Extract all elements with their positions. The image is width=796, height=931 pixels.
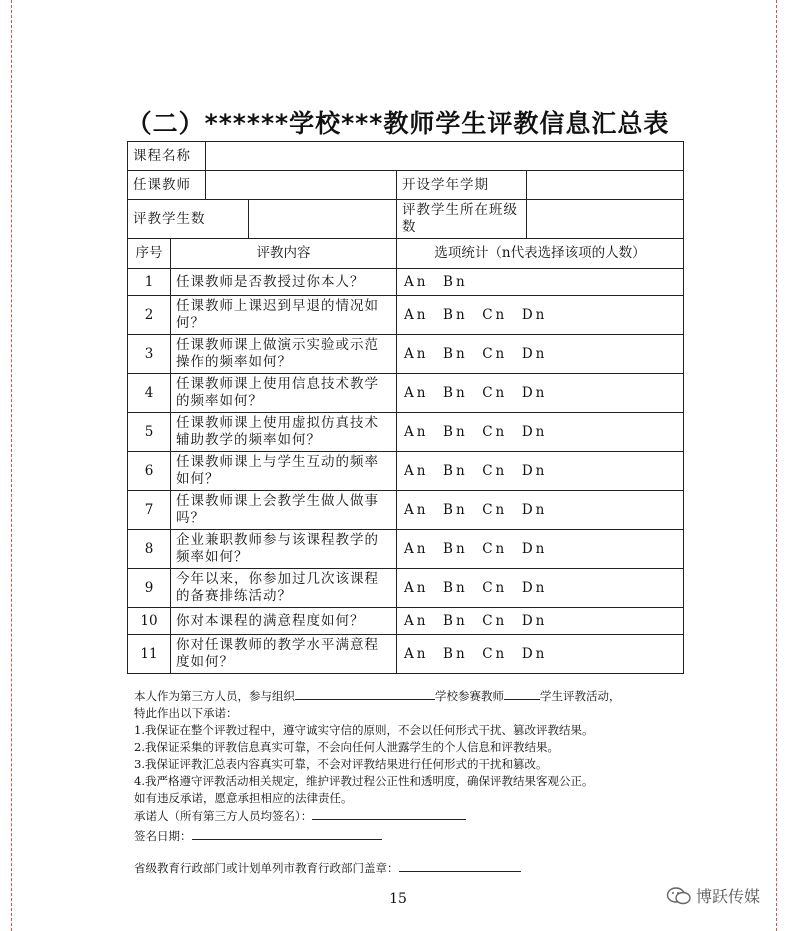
question-text: 任课教师课上使用虚拟仿真技术辅助教学的频率如何？ <box>171 413 397 452</box>
evaluation-summary-table <box>127 141 684 674</box>
question-text: 你对本课程的满意程度如何？ <box>171 608 397 635</box>
course-name-label: 课程名称 <box>128 142 206 171</box>
row-number: 4 <box>128 374 171 413</box>
table-row <box>128 608 684 635</box>
table-row <box>128 335 684 374</box>
pledge-item: 2.我保证采集的评教信息真实可靠，不会向任何人泄露学生的个人信息和评教结果。 <box>134 740 559 754</box>
stamp-label: 省级教育行政部门或计划单列市教育行政部门盖章： <box>134 861 399 875</box>
table-row <box>128 530 684 569</box>
organizer-blank[interactable] <box>295 687 435 700</box>
table-row <box>128 569 684 608</box>
student-class-label: 评教学生所在班级数 <box>397 200 527 239</box>
question-text: 任课教师上课迟到早退的情况如何？ <box>171 296 397 335</box>
signer-label: 承诺人（所有第三方人员均签名）： <box>134 809 313 823</box>
row-number: 11 <box>128 635 171 674</box>
teacher-blank[interactable] <box>504 687 540 700</box>
row-number: 7 <box>128 491 171 530</box>
question-text: 任课教师课上使用信息技术教学的频率如何？ <box>171 374 397 413</box>
page-number: 15 <box>389 891 407 907</box>
watermark <box>666 884 760 907</box>
table-row <box>128 296 684 335</box>
signer-blank[interactable] <box>312 807 466 820</box>
row-number: 6 <box>128 452 171 491</box>
option-stats[interactable]: An Bn Cn Dn <box>397 335 684 374</box>
row-number: 3 <box>128 335 171 374</box>
semester-label: 开设学年学期 <box>397 171 527 200</box>
student-count-label: 评教学生数 <box>128 200 249 239</box>
pledge-intro-c: 学生评教活动， <box>540 689 621 703</box>
row-number: 1 <box>128 269 171 296</box>
watermark-text: 博跃传媒 <box>696 887 761 906</box>
option-stats[interactable]: An Bn Cn Dn <box>397 374 684 413</box>
question-text: 今年以来，你参加过几次该课程的备赛排练活动？ <box>171 569 397 608</box>
row-number: 5 <box>128 413 171 452</box>
row-number: 8 <box>128 530 171 569</box>
question-text: 任课教师课上与学生互动的频率如何？ <box>171 452 397 491</box>
stamp-blank[interactable] <box>399 859 521 872</box>
question-text: 任课教师课上会教学生做人做事吗？ <box>171 491 397 530</box>
student-count-value[interactable] <box>249 200 397 239</box>
student-class-value[interactable] <box>527 200 684 239</box>
teacher-value[interactable] <box>206 171 397 200</box>
sign-date-blank[interactable] <box>192 827 382 840</box>
pledge-intro-b: 学校参赛教师 <box>435 689 504 703</box>
header-stats: 选项统计（n代表选择该项的人数） <box>397 239 684 269</box>
option-stats[interactable]: An Bn Cn Dn <box>397 452 684 491</box>
option-stats[interactable]: An Bn Cn Dn <box>397 530 684 569</box>
header-content: 评教内容 <box>171 239 397 269</box>
option-stats[interactable]: An Bn Cn Dn <box>397 296 684 335</box>
table-row <box>128 635 684 674</box>
table-row <box>128 269 684 296</box>
semester-value[interactable] <box>527 171 684 200</box>
question-text: 你对任课教师的教学水平满意程度如何？ <box>171 635 397 674</box>
row-number: 2 <box>128 296 171 335</box>
question-text: 任课教师是否教授过你本人？ <box>171 269 397 296</box>
pledge-item: 3.我保证评教汇总表内容真实可靠，不会对评教结果进行任何形式的干扰和篡改。 <box>134 757 548 771</box>
question-text: 任课教师课上做演示实验或示范操作的频率如何？ <box>171 335 397 374</box>
pledge-intro-a: 本人作为第三方人员，参与组织 <box>134 689 295 703</box>
pledge-intro-2: 特此作出以下承诺： <box>134 706 238 720</box>
table-row <box>128 452 684 491</box>
option-stats[interactable]: An Bn <box>397 269 684 296</box>
row-number: 10 <box>128 608 171 635</box>
teacher-label: 任课教师 <box>128 171 206 200</box>
pledge-section <box>134 687 694 877</box>
sign-date-label: 签名日期： <box>134 829 192 843</box>
question-text: 企业兼职教师参与该课程教学的频率如何？ <box>171 530 397 569</box>
row-number: 9 <box>128 569 171 608</box>
table-row <box>128 374 684 413</box>
table-row <box>128 413 684 452</box>
course-name-value[interactable] <box>206 142 684 171</box>
wechat-icon <box>666 886 692 906</box>
pledge-item: 1.我保证在整个评教过程中，遵守诚实守信的原则，不会以任何形式干扰、篡改评教结果。 <box>134 723 594 737</box>
option-stats[interactable]: An Bn Cn Dn <box>397 413 684 452</box>
option-stats[interactable]: An Bn Cn Dn <box>397 608 684 635</box>
option-stats[interactable]: An Bn Cn Dn <box>397 635 684 674</box>
header-no: 序号 <box>128 239 171 269</box>
option-stats[interactable]: An Bn Cn Dn <box>397 491 684 530</box>
pledge-item: 4.我严格遵守评教活动相关规定，维护评教过程公正性和透明度，确保评教结果客观公正。 <box>134 774 594 788</box>
option-stats[interactable]: An Bn Cn Dn <box>397 569 684 608</box>
table-row <box>128 491 684 530</box>
page-title: （二）******学校***教师学生评教信息汇总表 <box>126 109 670 138</box>
pledge-liability: 如有违反承诺，愿意承担相应的法律责任。 <box>134 791 353 805</box>
